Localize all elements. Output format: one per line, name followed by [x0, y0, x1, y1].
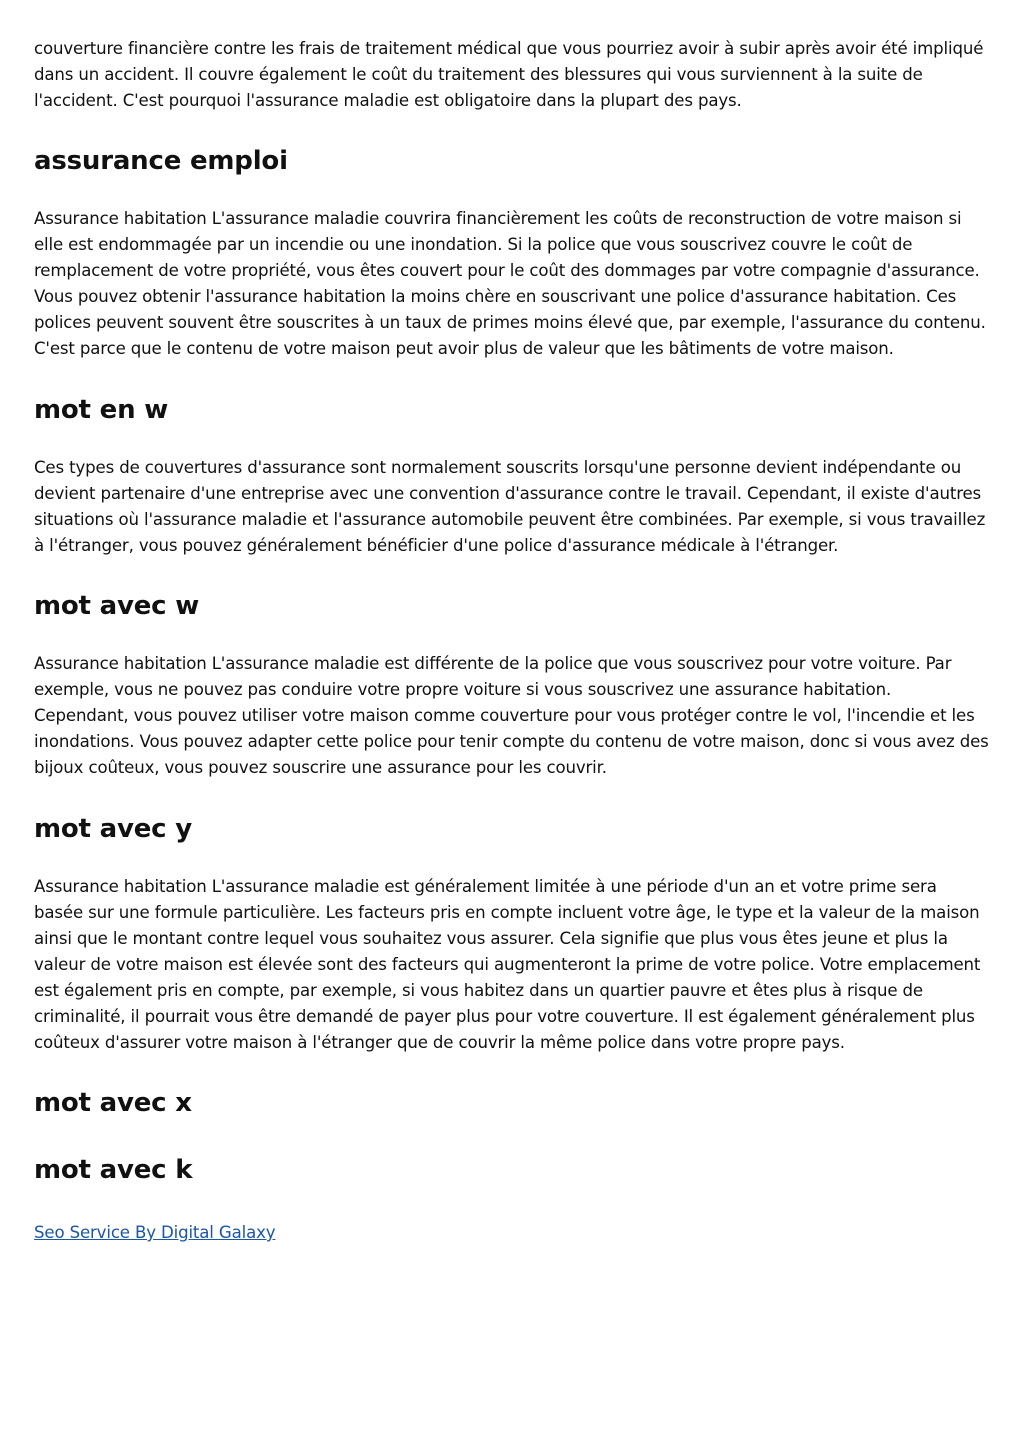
section-heading-mot-avec-x: mot avec x — [34, 1088, 192, 1118]
section-heading-mot-avec-w: mot avec w — [34, 591, 200, 621]
section-paragraph-mot-avec-w: Assurance habitation L'assurance maladie est différente de la police que vous souscrivez pour votre voiture. Par exemple, vous ne pouvez pas conduire votre propre voiture si vous souscrivez une assurance habitation. Cependant, vous pouvez utiliser votre maison comme couverture pour vous protéger contre le vol, l'incendie et les inondations. Vous pouvez adapter cette police pour tenir compte du contenu de votre maison, donc si vous avez des bijoux coûteux, vous pouvez souscrire une assurance pour les couvrir. — [34, 654, 989, 777]
section-heading-mot-avec-k: mot avec k — [34, 1155, 193, 1185]
section-paragraph-mot-en-w: Ces types de couvertures d'assurance sont normalement souscrits lorsqu'une personne devient indépendante ou devient partenaire d'une entreprise avec une convention d'assurance contre le travail. Cependant, il existe d'autres situations où l'assurance maladie et l'assurance automobile peuvent être combinées. Par exemple, si vous travaillez à l'étranger, vous pouvez généralement bénéficier d'une police d'assurance médicale à l'étranger. — [34, 458, 986, 555]
intro-paragraph: couverture financière contre les frais de traitement médical que vous pourriez avoir à subir après avoir été impliqué dans un accident. Il couvre également le coût du traitement des blessures qui vous surviennent à la suite de l'accident. C'est pourquoi l'assurance maladie est obligatoire dans la plupart des pays. — [34, 39, 984, 110]
section-paragraph-assurance-emploi: Assurance habitation L'assurance maladie couvrira financièrement les coûts de reconstruction de votre maison si elle est endommagée par un incendie ou une inondation. Si la police que vous souscrivez couvre le coût de remplacement de votre propriété, vous êtes couvert pour le coût des dommages par votre compagnie d'assurance. Vous pouvez obtenir l'assurance habitation la moins chère en souscrivant une police d'assurance habitation. Ces polices peuvent souvent être souscrites à un taux de primes moins élevé que, par exemple, l'assurance du contenu. C'est parce que le contenu de votre maison peut avoir plus de valeur que les bâtiments de votre maison. — [34, 209, 986, 358]
section-heading-mot-avec-y: mot avec y — [34, 814, 192, 844]
section-paragraph-mot-avec-y: Assurance habitation L'assurance maladie est généralement limitée à une période d'un an et votre prime sera basée sur une formule particulière. Les facteurs pris en compte incluent votre âge, le type et la valeur de la maison ainsi que le montant contre lequel vous souhaitez vous assurer. Cela signifie que plus vous êtes jeune et plus la valeur de votre maison est élevée sont des facteurs qui augmenteront la prime de votre police. Votre emplacement est également pris en compte, par exemple, si vous habitez dans un quartier pauvre et êtes plus à risque de criminalité, il pourrait vous être demandé de payer plus pour votre couverture. Il est également généralement plus coûteux d'assurer votre maison à l'étranger que de couvrir la même police dans votre propre pays. — [34, 877, 981, 1052]
seo-service-link[interactable]: Seo Service By Digital Galaxy — [34, 1223, 276, 1242]
section-heading-assurance-emploi: assurance emploi — [34, 146, 288, 176]
section-heading-mot-en-w: mot en w — [34, 395, 169, 425]
